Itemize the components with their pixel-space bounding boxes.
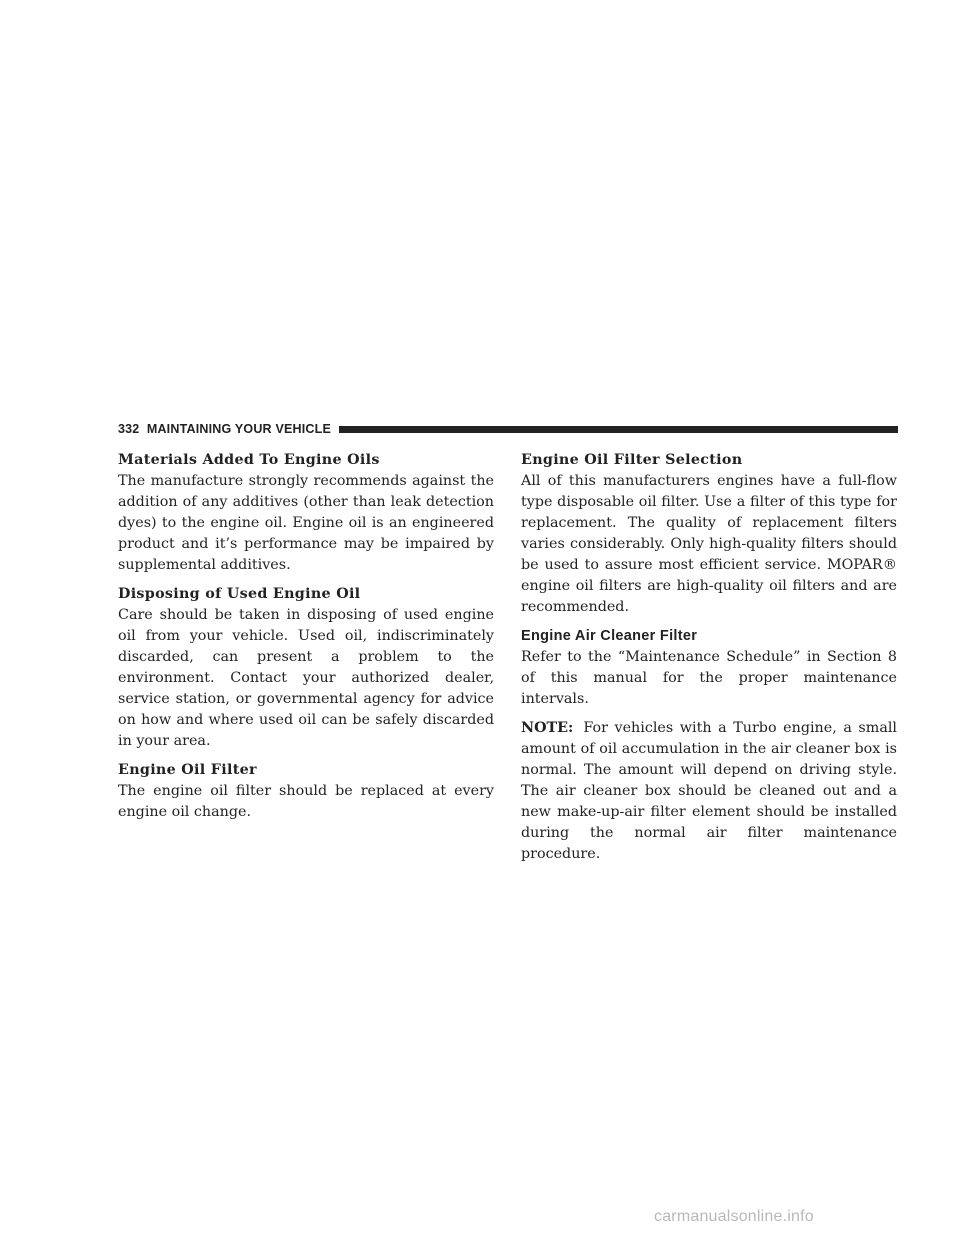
note-paragraph bbox=[521, 718, 897, 865]
materials-heading: Materials Added To Engine Oils bbox=[118, 452, 380, 468]
right-column bbox=[521, 450, 897, 873]
left-column bbox=[118, 450, 494, 831]
disposing-paragraph: Care should be taken in disposing of used engine oil from your vehicle. Used oil, indiscriminately discarded, can present a problem to the environment. Contact your authorized dealer, service station, or governmental agency for advice on how and where used oil can be safely discarded in your area. bbox=[118, 607, 494, 749]
filter-selection-paragraph: All of this manufacturers engines have a full-flow type disposable oil filter. Use a filter of this type for replacement. The quality of replacement filters varies considerably. Only high-quality filters should be used to assure most efficient service. MOPAR® engine oil filters are high-quality oil filters and are recommended. bbox=[521, 473, 897, 615]
section-title: MAINTAINING YOUR VEHICLE bbox=[146, 422, 332, 436]
air-cleaner-paragraph: Refer to the “Maintenance Schedule” in Section 8 of this manual for the proper maintenance intervals. bbox=[521, 649, 897, 707]
oil-filter-paragraph: The engine oil filter should be replaced at every engine oil change. bbox=[118, 783, 494, 820]
disposing-heading: Disposing of Used Engine Oil bbox=[118, 586, 361, 602]
note-text: For vehicles with a Turbo engine, a small amount of oil accumulation in the air cleaner box is normal. The amount will depend on driving style. The air cleaner box should be cleaned out and a new make-up-air filter element should be installed during the normal air filter maintenance procedure. bbox=[521, 720, 897, 862]
filter-selection-heading: Engine Oil Filter Selection bbox=[521, 452, 743, 468]
note-label: NOTE: bbox=[521, 720, 574, 736]
air-cleaner-heading: Engine Air Cleaner Filter bbox=[521, 628, 698, 644]
header-rule bbox=[339, 426, 898, 433]
materials-paragraph: The manufacture strongly recommends against the addition of any additives (other than leak detection dyes) to the engine oil. Engine oil is an engineered product and it’s performance may be impaired by supplemental additives. bbox=[118, 473, 494, 573]
page-number: 332 bbox=[118, 422, 140, 436]
oil-filter-heading: Engine Oil Filter bbox=[118, 762, 257, 778]
header-label bbox=[118, 422, 339, 436]
page-header bbox=[118, 420, 898, 438]
watermark: carmanualsonline.info bbox=[654, 1208, 814, 1225]
